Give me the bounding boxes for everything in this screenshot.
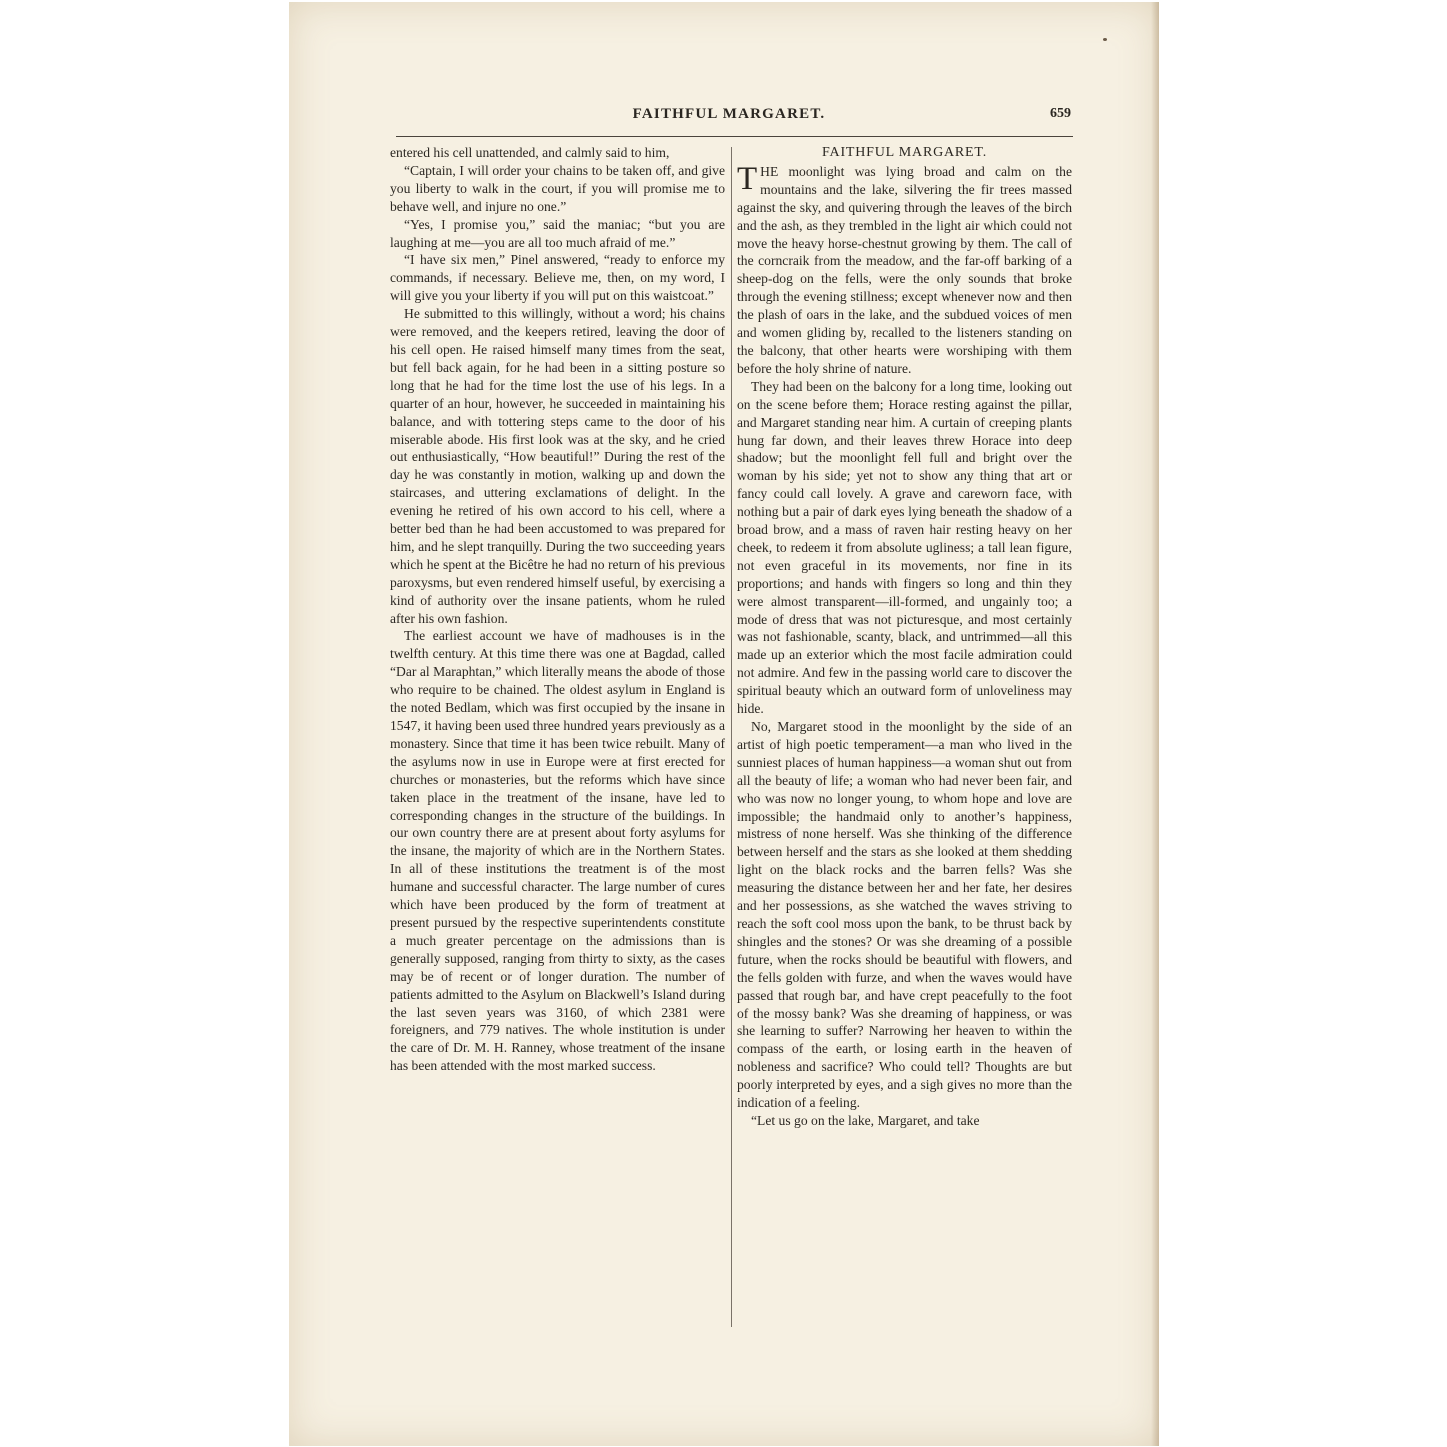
paragraph: “I have six men,” Pinel answered, “ready to enforce my commands, if necessary. Believe me, then, on my word, I will give you your liberty if you will put on this waistcoat.” <box>390 252 725 304</box>
ink-spot <box>1103 38 1107 41</box>
running-head <box>289 106 1159 130</box>
right-column <box>737 144 1072 1130</box>
magazine-page <box>289 2 1159 1446</box>
header-rule <box>396 136 1073 137</box>
paragraph: “Yes, I promise you,” said the maniac; “but you are laughing at me—you are all too much afraid of me.” <box>390 216 725 250</box>
opening-paragraph <box>737 160 1072 378</box>
paragraph: “Captain, I will order your chains to be taken off, and give you liberty to walk in the court, if you will promise me to behave well, and injure no one.” <box>390 162 725 214</box>
left-column <box>390 144 725 1075</box>
paragraph: entered his cell unattended, and calmly said to him, <box>390 145 670 160</box>
column-divider <box>731 147 732 1327</box>
paragraph: He submitted to this willingly, without a word; his chains were removed, and the keepers retired, leaving the door of his cell open. He raised himself many times from the seat, but fell back again, for he had been in a sitting posture so long that he had for the time lost the use of his legs. In a quarter of an hour, however, he succeeded in maintaining his balance, and with tottering steps came to the door of his miserable abode. His first look was at the sky, and he cried out enthusiastically, “How beautiful!” During the rest of the day he was constantly in motion, walking up and down the staircases, and uttering exclamations of delight. In the evening he retired of his own accord to his cell, where a better bed than he had been accustomed to was prepared for him, and he slept tranquilly. During the two succeeding years which he spent at the Bicêtre he had no return of his previous paroxysms, but even rendered himself useful, by exercising a kind of authority over the insane patients, whom he ruled after his own fashion. <box>390 306 725 626</box>
page-number: 659 <box>1050 106 1071 121</box>
paragraph: The earliest account we have of madhouses is in the twelfth century. At this time there was one at Bagdad, called “Dar al Maraphtan,” which literally means the abode of those who require to be chained. The oldest asylum in England is the noted Bedlam, which was first occupied by the insane in 1547, it having been used three hundred years previously as a monastery. Since that time it has been twice rebuilt. Many of the asylums now in use in Europe were at first erected for churches or monasteries, but the reforms which have since taken place in the treatment of the insane, have led to corresponding changes in the structure of the buildings. In our own country there are at present about forty asylums for the insane, the majority of which are in the Northern States. In all of these institutions the treatment is of the most humane and successful character. The large number of cures which have been produced by the form of treatment at present pursued by the respective superintendents constitute a much greater percentage on the admissions than is generally supposed, ranging from thirty to sixty, as the cases may be of recent or of longer duration. The number of patients admitted to the Asylum on Blackwell’s Island during the last seven years was 3160, of which 2381 were foreigners, and 779 natives. The whole institution is under the care of Dr. M. H. Ranney, whose treatment of the insane has been attended with the most marked success. <box>390 628 725 1074</box>
article-title: FAITHFUL MARGARET. <box>821 145 988 160</box>
drop-cap: T <box>737 160 758 197</box>
running-title: FAITHFUL MARGARET. <box>632 106 826 122</box>
opening-paragraph-text: HE moonlight was lying broad and calm on the mountains and the lake, silvering the fir trees massed against the sky, and quivering through the leaves of the birch and the ash, as they trembled in the light air which could not move the heavy horse-chestnut growing by them. The call of the corncraik from the meadow, and the far-off barking of a sheep-dog on the fells, were the only sounds that broke through the evening stillness; except whenever now and then the plash of oars in the lake, and the subdued voices of men and women gliding by, recalled to the listeners standing on the balcony, that other hearts were worshiping with them before the holy shrine of nature. <box>737 163 1072 376</box>
paragraph: “Let us go on the lake, Margaret, and take <box>751 1112 980 1128</box>
paragraph: They had been on the balcony for a long time, looking out on the scene before them; Horace resting against the pillar, and Margaret standing near him. A curtain of creeping plants hung far down, and their leaves threw Horace into deep shadow; but the moonlight fell full and bright over the woman by his side; yet not to show any thing that art or fancy could call lovely. A grave and careworn face, with nothing but a pair of dark eyes lying beneath the shadow of a broad brow, and a mass of raven hair resting heavy on her cheek, to redeem it from absolute ugliness; a tall lean figure, not even graceful in its movements, nor fine in its proportions; and hands with fingers so long and thin they were almost transparent—ill-formed, and ungainly too; a mode of dress that was not picturesque, and most certainly was not fashionable, scanty, black, and untrimmed—all this made up an exterior which the most facile admiration could not admire. And few in the passing world care to discover the spiritual beauty which an outward form of unloveliness may hide. <box>737 378 1072 717</box>
paragraph: No, Margaret stood in the moonlight by the side of an artist of high poetic temperament—a man who lived in the sunniest places of human happiness—a woman shut out from all the beauty of life; a woman who had never been fair, and who was now no longer young, to whom hope and love are impossible; the handmaid only to another’s happiness, mistress of none herself. Was she thinking of the difference between herself and the stars as she looked at them shedding light on the black rocks and the barren fells? Was she measuring the distance between her and her fate, her desires and her possessions, as she watched the waves striving to reach the soft cool moss upon the bank, to be thrust back by shingles and the stones? Or was she dreaming of a possible future, when the rocks should be beautiful with flowers, and the fells golden with furze, and when the waves would have passed that rough bar, and have crept peacefully to the foot of the mossy bank? Was she dreaming of happiness, or was she learning to suffer? Narrowing her heaven to within the compass of the earth, or losing earth in the heaven of nobleness and sacrifice? Who could tell? Thoughts are but poorly interpreted by eyes, and a sigh gives no more than the indication of a feeling. <box>737 719 1072 1111</box>
